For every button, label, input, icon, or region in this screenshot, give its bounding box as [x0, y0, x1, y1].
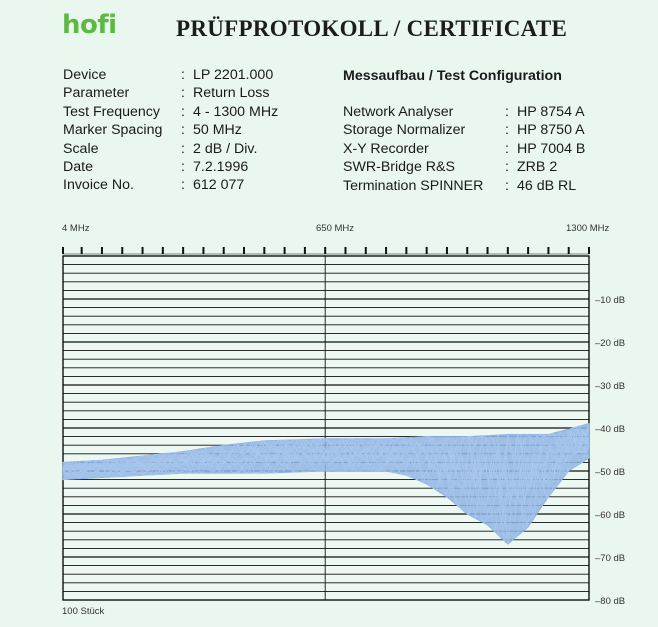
parameter-label: Parameter — [63, 85, 130, 102]
scale-value: 2 dB / Div. — [193, 140, 258, 157]
separator: : — [181, 159, 185, 176]
certificate-title: PRÜFPROTOKOLL / CERTIFICATE — [176, 16, 568, 41]
separator: : — [505, 122, 509, 139]
y-tick-label: –70 dB — [595, 553, 626, 564]
separator: : — [181, 177, 185, 194]
y-tick-label: –80 dB — [595, 596, 626, 607]
test-configuration-heading: Messaufbau / Test Configuration — [343, 68, 562, 84]
separator: : — [181, 67, 185, 83]
separator: : — [505, 140, 509, 157]
swr-bridge-label: SWR-Bridge R&S — [343, 159, 455, 176]
storage-normalizer-label: Storage Normalizer — [343, 122, 466, 139]
x-tick-label-start: 4 MHz — [62, 223, 90, 234]
invoice-label: Invoice No. — [63, 177, 134, 194]
network-analyser-value: HP 8754 A — [517, 104, 585, 120]
footer-note: 100 Stück — [62, 606, 105, 617]
separator: : — [181, 140, 185, 157]
separator: : — [181, 122, 185, 139]
y-tick-label: –50 dB — [595, 467, 626, 478]
y-tick-label: –40 dB — [595, 424, 626, 435]
separator: : — [505, 104, 509, 120]
y-tick-label: –60 dB — [595, 510, 626, 521]
x-tick-label-mid: 650 MHz — [316, 223, 355, 234]
marker-spacing-label: Marker Spacing — [63, 122, 163, 139]
y-tick-label: –30 dB — [595, 381, 626, 392]
x-tick-label-end: 1300 MHz — [566, 223, 610, 234]
hofi-logo: hofi — [62, 10, 117, 40]
date-value: 7.2.1996 — [193, 159, 249, 176]
termination-value: 46 dB RL — [517, 177, 577, 194]
y-tick-label: –20 dB — [595, 338, 626, 349]
device-value: LP 2201.000 — [193, 67, 274, 83]
network-analyser-label: Network Analyser — [343, 104, 454, 120]
separator: : — [505, 177, 509, 194]
separator: : — [181, 85, 185, 102]
test-frequency-value: 4 - 1300 MHz — [193, 103, 279, 120]
invoice-value: 612 077 — [193, 177, 245, 194]
storage-normalizer-value: HP 8750 A — [517, 122, 585, 139]
marker-spacing-value: 50 MHz — [193, 122, 242, 139]
scale-label: Scale — [63, 140, 99, 157]
xy-recorder-label: X-Y Recorder — [343, 140, 429, 157]
swr-bridge-value: ZRB 2 — [517, 159, 558, 176]
device-label: Device — [63, 67, 107, 83]
date-label: Date — [63, 159, 93, 176]
parameter-value: Return Loss — [193, 85, 270, 102]
separator: : — [505, 159, 509, 176]
termination-label: Termination SPINNER — [343, 177, 484, 194]
test-frequency-label: Test Frequency — [63, 103, 160, 120]
y-tick-label: –10 dB — [595, 295, 626, 306]
xy-recorder-value: HP 7004 B — [517, 140, 586, 157]
separator: : — [181, 103, 185, 120]
